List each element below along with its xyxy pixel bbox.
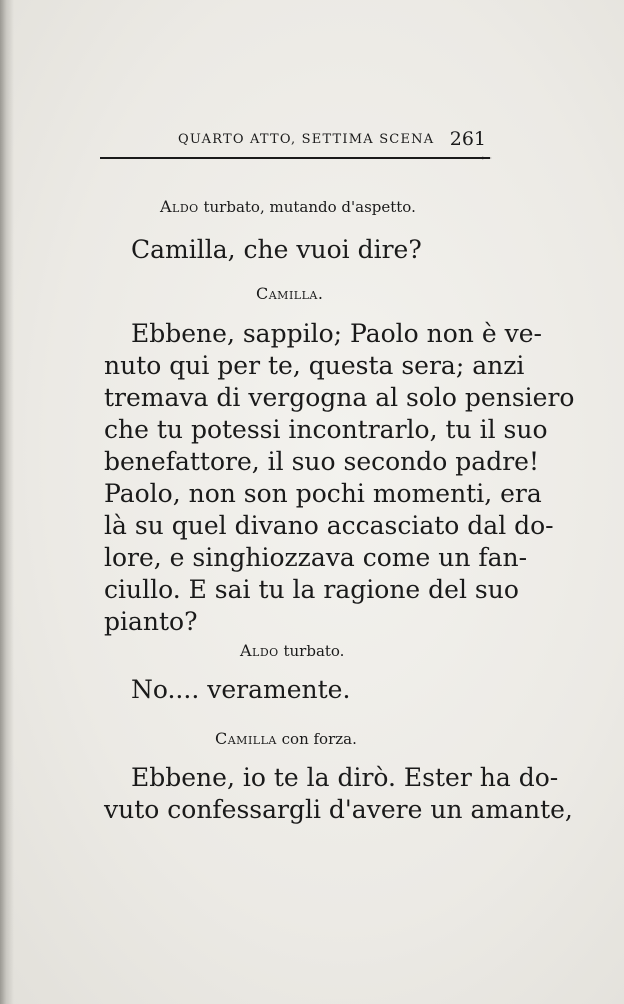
speaker-heading bbox=[160, 197, 416, 216]
header-rule-tip bbox=[482, 155, 492, 161]
text-line: Ebbene, io te la dirò. Ester ha do- bbox=[131, 763, 559, 792]
text-line: tremava di vergogna al solo pensiero bbox=[104, 383, 575, 412]
speaker-name: Aldo bbox=[240, 641, 279, 660]
stage-direction: turbato, mutando d'aspetto. bbox=[203, 198, 416, 216]
text-line: pianto? bbox=[104, 607, 198, 636]
text-line: là su quel divano accasciato dal do- bbox=[104, 511, 554, 540]
text-line: vuto confessargli d'avere un amante, bbox=[104, 795, 573, 824]
speaker-name: Camilla bbox=[215, 729, 277, 748]
binding-shadow bbox=[0, 0, 14, 1004]
speaker-heading bbox=[256, 284, 323, 303]
text-line: Paolo, non son pochi momenti, era bbox=[104, 479, 542, 508]
text-line: benefattore, il suo secondo padre! bbox=[104, 447, 539, 476]
running-head bbox=[100, 128, 490, 154]
page-number: 261 bbox=[449, 128, 486, 150]
text-line: Ebbene, sappilo; Paolo non è ve- bbox=[131, 319, 542, 348]
text-line: che tu potessi incontrarlo, tu il suo bbox=[104, 415, 548, 444]
text-line: nuto qui per te, questa sera; anzi bbox=[104, 351, 525, 380]
stage-direction: turbato. bbox=[283, 642, 345, 660]
text-line: No.... veramente. bbox=[131, 675, 351, 704]
stage-direction: con forza. bbox=[281, 730, 357, 748]
running-title: QUARTO ATTO, SETTIMA SCENA bbox=[178, 132, 435, 147]
text-line: ciullo. E sai tu la ragione del suo bbox=[104, 575, 519, 604]
text-line: Camilla, che vuoi dire? bbox=[131, 235, 422, 264]
speaker-name: Aldo bbox=[160, 197, 199, 216]
speaker-heading bbox=[240, 641, 344, 660]
speaker-heading bbox=[215, 729, 357, 748]
speaker-name: Camilla. bbox=[256, 284, 324, 303]
header-rule bbox=[100, 157, 490, 159]
text-line: lore, e singhiozzava come un fan- bbox=[104, 543, 528, 572]
